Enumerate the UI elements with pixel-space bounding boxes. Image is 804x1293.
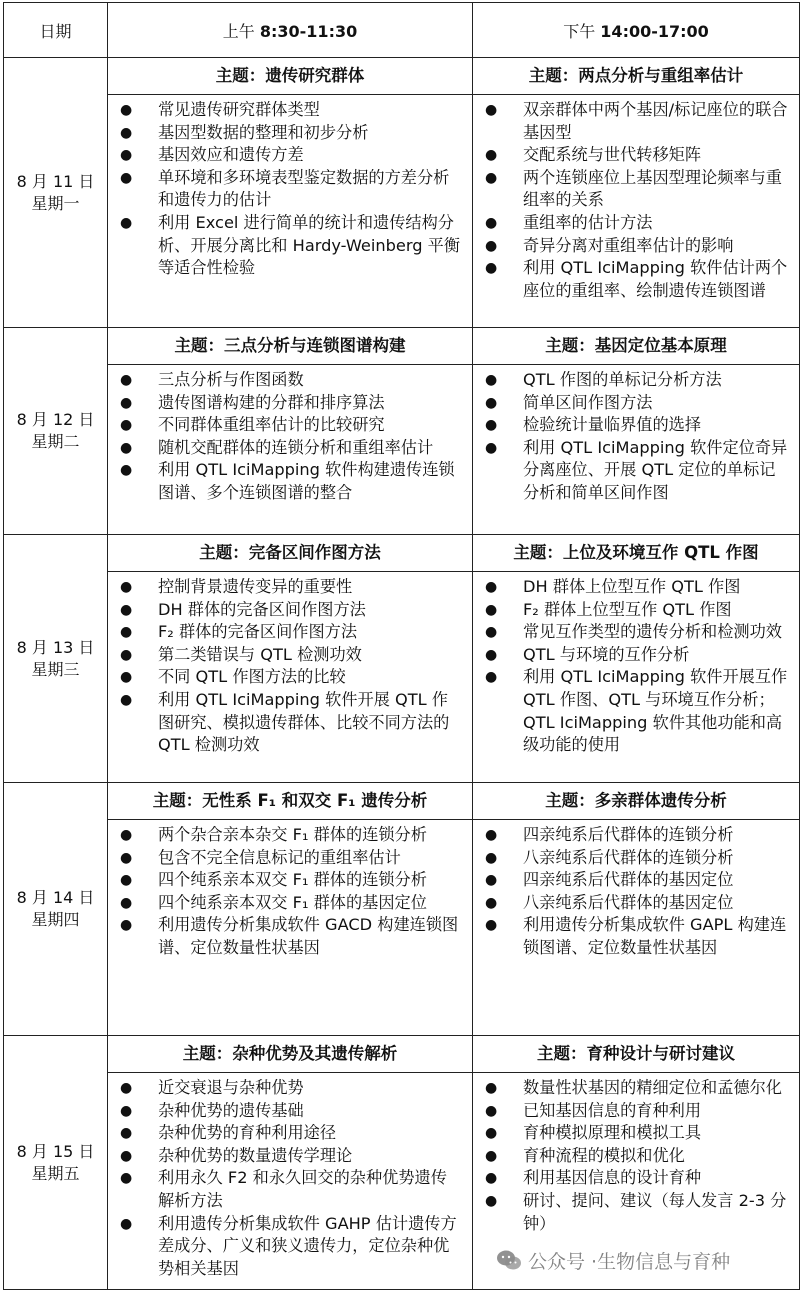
session-items: [108, 820, 472, 964]
list-item: ● 四亲纯系后代群体的连锁分析: [473, 824, 789, 847]
session-items: [108, 1073, 472, 1284]
list-item: ● 利用 QTL IciMapping 软件开展互作 QTL 作图、QTL 与环境互作分析；QTL IciMapping 软件其他功能和高级功能的使用: [473, 666, 789, 756]
watermark-name: 生物信息与育种: [597, 1250, 731, 1273]
session-topic: 主题：育种设计与研讨建议: [473, 1036, 799, 1073]
watermark: [496, 1245, 796, 1275]
day-row: [4, 58, 800, 328]
session-topic: 主题：杂种优势及其遗传解析: [108, 1036, 472, 1073]
pm-session: [473, 328, 800, 535]
list-item: ● 利用 QTL IciMapping 软件构建遗传连锁图谱、多个连锁图谱的整合: [108, 459, 462, 504]
date-column-header: 日期: [4, 3, 108, 58]
day-date-cell: 8 月 12 日 星期二: [4, 328, 108, 535]
am-column-header: 上午 8:30-11:30: [108, 3, 473, 58]
am-session: [108, 783, 473, 1036]
list-item: ● 双亲群体中两个基因/标记座位的联合基因型: [473, 99, 789, 144]
schedule-table: [3, 2, 800, 1290]
session-items: [108, 95, 472, 284]
list-item: ● 不同群体重组率估计的比较研究: [108, 414, 462, 437]
day-date-cell: 8 月 15 日 星期五: [4, 1036, 108, 1290]
session-topic: 主题：完备区间作图方法: [108, 535, 472, 572]
day-row: [4, 535, 800, 783]
list-item: ● 简单区间作图方法: [473, 392, 789, 415]
list-item: ● 四个纯系亲本双交 F₁ 群体的基因定位: [108, 892, 462, 915]
pm-session: [473, 535, 800, 783]
list-item: ● 常见互作类型的遗传分析和检测功效: [473, 621, 789, 644]
list-item: ● 研讨、提问、建议（每人发言 2-3 分钟）: [473, 1190, 789, 1235]
list-item: ● QTL 与环境的互作分析: [473, 644, 789, 667]
pm-column-header: 下午 14:00-17:00: [473, 3, 800, 58]
list-item: ● 利用遗传分析集成软件 GAPL 构建连锁图谱、定位数量性状基因: [473, 914, 789, 959]
list-item: ● 不同 QTL 作图方法的比较: [108, 666, 462, 689]
session-topic: 主题：三点分析与连锁图谱构建: [108, 328, 472, 365]
list-item: ● 利用 QTL IciMapping 软件定位奇异分离座位、开展 QTL 定位的单标记分析和简单区间作图: [473, 437, 789, 505]
list-item: ● 基因型数据的整理和初步分析: [108, 122, 462, 145]
list-item: ● 四个纯系亲本双交 F₁ 群体的连锁分析: [108, 869, 462, 892]
wechat-icon: [496, 1248, 522, 1272]
session-topic: 主题：基因定位基本原理: [473, 328, 799, 365]
day-date-cell: 8 月 14 日 星期四: [4, 783, 108, 1036]
pm-session: [473, 58, 800, 328]
session-topic: 主题：上位及环境互作 QTL 作图: [473, 535, 799, 572]
list-item: ● 八亲纯系后代群体的连锁分析: [473, 847, 789, 870]
list-item: ● 近交衰退与杂种优势: [108, 1077, 462, 1100]
list-item: ● 利用 Excel 进行简单的统计和遗传结构分析、开展分离比和 Hardy-Weinberg 平衡等适合性检验: [108, 212, 462, 280]
list-item: ● 利用永久 F2 和永久回交的杂种优势遗传解析方法: [108, 1167, 462, 1212]
list-item: ● 交配系统与世代转移矩阵: [473, 144, 789, 167]
pm-session: [473, 783, 800, 1036]
list-item: ● 三点分析与作图函数: [108, 369, 462, 392]
session-items: [473, 95, 799, 306]
list-item: ● F₂ 群体上位型互作 QTL 作图: [473, 599, 789, 622]
list-item: ● 单环境和多环境表型鉴定数据的方差分析和遗传力的估计: [108, 167, 462, 212]
session-items: [108, 365, 472, 509]
list-item: ● 包含不完全信息标记的重组率估计: [108, 847, 462, 870]
list-item: ● DH 群体上位型互作 QTL 作图: [473, 576, 789, 599]
session-items: [473, 572, 799, 761]
list-item: ● 数量性状基因的精细定位和孟德尔化: [473, 1077, 789, 1100]
am-session: [108, 535, 473, 783]
list-item: ● 利用遗传分析集成软件 GAHP 估计遗传方差成分、广义和狭义遗传力，定位杂种优势相关基因: [108, 1213, 462, 1281]
list-item: ● 利用遗传分析集成软件 GACD 构建连锁图谱、定位数量性状基因: [108, 914, 462, 959]
list-item: ● 两个连锁座位上基因型理论频率与重组率的关系: [473, 167, 789, 212]
list-item: ● 奇异分离对重组率估计的影响: [473, 235, 789, 258]
session-items: [473, 1073, 799, 1239]
list-item: ● 八亲纯系后代群体的基因定位: [473, 892, 789, 915]
list-item: ● 常见遗传研究群体类型: [108, 99, 462, 122]
session-items: [473, 365, 799, 509]
list-item: ● 利用 QTL IciMapping 软件估计两个座位的重组率、绘制遗传连锁图谱: [473, 257, 789, 302]
list-item: ● QTL 作图的单标记分析方法: [473, 369, 789, 392]
list-item: ● 利用基因信息的设计育种: [473, 1167, 789, 1190]
list-item: ● 遗传图谱构建的分群和排序算法: [108, 392, 462, 415]
list-item: ● 已知基因信息的育种利用: [473, 1100, 789, 1123]
watermark-prefix: 公众号 ·: [528, 1250, 598, 1273]
list-item: ● 基因效应和遗传方差: [108, 144, 462, 167]
list-item: ● 杂种优势的遗传基础: [108, 1100, 462, 1123]
list-item: ● 杂种优势的育种利用途径: [108, 1122, 462, 1145]
day-row: [4, 328, 800, 535]
am-session: [108, 58, 473, 328]
list-item: ● 利用 QTL IciMapping 软件开展 QTL 作图研究、模拟遗传群体、比较不同方法的 QTL 检测功效: [108, 689, 462, 757]
session-topic: 主题：遗传研究群体: [108, 58, 472, 95]
am-session: [108, 1036, 473, 1290]
list-item: ● 重组率的估计方法: [473, 212, 789, 235]
list-item: ● 随机交配群体的连锁分析和重组率估计: [108, 437, 462, 460]
session-topic: 主题：两点分析与重组率估计: [473, 58, 799, 95]
list-item: ● 四亲纯系后代群体的基因定位: [473, 869, 789, 892]
list-item: ● 杂种优势的数量遗传学理论: [108, 1145, 462, 1168]
session-topic: 主题：无性系 F₁ 和双交 F₁ 遗传分析: [108, 783, 472, 820]
list-item: ● 育种模拟原理和模拟工具: [473, 1122, 789, 1145]
day-date-cell: 8 月 13 日 星期三: [4, 535, 108, 783]
list-item: ● 控制背景遗传变异的重要性: [108, 576, 462, 599]
am-session: [108, 328, 473, 535]
list-item: ● 第二类错误与 QTL 检测功效: [108, 644, 462, 667]
header-row: [4, 3, 800, 58]
list-item: ● 检验统计量临界值的选择: [473, 414, 789, 437]
list-item: ● DH 群体的完备区间作图方法: [108, 599, 462, 622]
session-topic: 主题：多亲群体遗传分析: [473, 783, 799, 820]
list-item: ● 育种流程的模拟和优化: [473, 1145, 789, 1168]
list-item: ● F₂ 群体的完备区间作图方法: [108, 621, 462, 644]
session-items: [473, 820, 799, 964]
list-item: ● 两个杂合亲本杂交 F₁ 群体的连锁分析: [108, 824, 462, 847]
day-date-cell: 8 月 11 日 星期一: [4, 58, 108, 328]
session-items: [108, 572, 472, 761]
day-row: [4, 783, 800, 1036]
